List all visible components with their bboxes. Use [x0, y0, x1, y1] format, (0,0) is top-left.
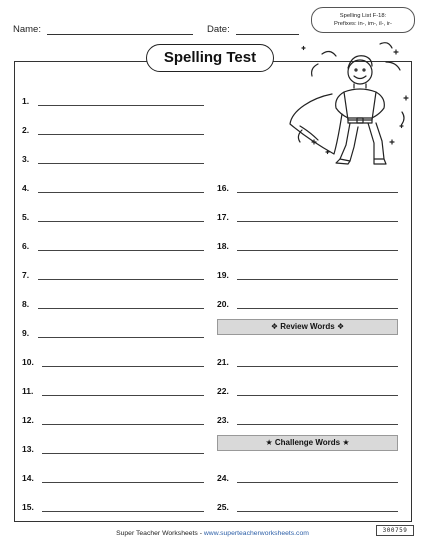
word-number: 16.: [217, 183, 229, 193]
word-number: 3.: [22, 154, 30, 164]
word-number: 21.: [217, 357, 229, 367]
challenge-words-label: Challenge Words: [274, 438, 341, 447]
word-number: 6.: [22, 241, 30, 251]
answer-line[interactable]: [237, 192, 398, 193]
word-row-8: [22, 299, 204, 311]
word-number: 20.: [217, 299, 229, 309]
word-number: 9.: [22, 328, 30, 338]
word-number: 13.: [22, 444, 34, 454]
word-number: 14.: [22, 473, 34, 483]
word-row-15: [22, 502, 204, 514]
star-icon: ★: [342, 438, 350, 447]
diamond-icon: ❖: [270, 322, 278, 331]
page-title: Spelling Test: [146, 44, 274, 72]
answer-line[interactable]: [38, 192, 204, 193]
worksheet-code: 300759: [376, 525, 414, 536]
word-row-22: [217, 386, 398, 398]
review-words-label: Review Words: [280, 322, 335, 331]
review-words-heading: [217, 319, 398, 335]
name-label: Name:: [13, 24, 41, 35]
footer-separator: -: [197, 530, 204, 537]
answer-line[interactable]: [237, 308, 398, 309]
word-number: 7.: [22, 270, 30, 280]
answer-line[interactable]: [42, 395, 204, 396]
answer-line[interactable]: [237, 424, 398, 425]
word-row-25: [217, 502, 398, 514]
word-row-18: [217, 241, 398, 253]
word-row-11: [22, 386, 204, 398]
word-number: 4.: [22, 183, 30, 193]
word-number: 19.: [217, 270, 229, 280]
answer-line[interactable]: [38, 279, 204, 280]
word-row-12: [22, 415, 204, 427]
answer-line[interactable]: [38, 134, 204, 135]
superhero-illustration-icon: [282, 34, 416, 170]
answer-line[interactable]: [237, 366, 398, 367]
word-number: 1.: [22, 96, 30, 106]
word-row-10: [22, 357, 204, 369]
footer: [0, 530, 425, 537]
word-row-16: [217, 183, 398, 195]
word-number: 17.: [217, 212, 229, 222]
word-row-24: [217, 473, 398, 485]
word-row-6: [22, 241, 204, 253]
word-row-19: [217, 270, 398, 282]
word-number: 11.: [22, 386, 34, 396]
word-row-4: [22, 183, 204, 195]
answer-line[interactable]: [237, 511, 398, 512]
answer-line[interactable]: [42, 511, 204, 512]
spelling-list-badge: [311, 7, 415, 33]
footer-publisher: Super Teacher Worksheets: [116, 530, 198, 537]
date-label: Date:: [207, 24, 230, 35]
word-number: 24.: [217, 473, 229, 483]
answer-line[interactable]: [38, 163, 204, 164]
word-number: 22.: [217, 386, 229, 396]
word-row-3: [22, 154, 204, 166]
star-icon: ★: [265, 438, 273, 447]
answer-line[interactable]: [237, 221, 398, 222]
word-row-14: [22, 473, 204, 485]
spelling-list-subtitle: Prefixes: in-, im-, il-, ir-: [334, 21, 392, 27]
word-number: 5.: [22, 212, 30, 222]
word-row-21: [217, 357, 398, 369]
spelling-list-title: Spelling List F-18:: [339, 13, 387, 19]
word-number: 15.: [22, 502, 34, 512]
answer-line[interactable]: [237, 482, 398, 483]
word-number: 25.: [217, 502, 229, 512]
answer-line[interactable]: [42, 482, 204, 483]
answer-line[interactable]: [38, 250, 204, 251]
word-row-17: [217, 212, 398, 224]
word-number: 23.: [217, 415, 229, 425]
word-row-23: [217, 415, 398, 427]
answer-line[interactable]: [237, 395, 398, 396]
word-row-20: [217, 299, 398, 311]
word-number: 10.: [22, 357, 34, 367]
answer-line[interactable]: [38, 221, 204, 222]
word-row-2: [22, 125, 204, 137]
word-row-9: [22, 328, 204, 340]
footer-url-link[interactable]: www.superteacherworksheets.com: [203, 530, 309, 537]
answer-line[interactable]: [42, 453, 204, 454]
name-field[interactable]: [47, 34, 193, 35]
answer-line[interactable]: [42, 424, 204, 425]
answer-line[interactable]: [38, 337, 204, 338]
answer-line[interactable]: [42, 366, 204, 367]
word-row-7: [22, 270, 204, 282]
word-row-1: [22, 96, 204, 108]
word-row-13: [22, 444, 204, 456]
diamond-icon: ❖: [337, 322, 345, 331]
word-number: 2.: [22, 125, 30, 135]
challenge-words-heading: [217, 435, 398, 451]
word-number: 8.: [22, 299, 30, 309]
answer-line[interactable]: [237, 250, 398, 251]
answer-line[interactable]: [38, 105, 204, 106]
word-number: 18.: [217, 241, 229, 251]
answer-line[interactable]: [38, 308, 204, 309]
answer-line[interactable]: [237, 279, 398, 280]
word-row-5: [22, 212, 204, 224]
word-number: 12.: [22, 415, 34, 425]
